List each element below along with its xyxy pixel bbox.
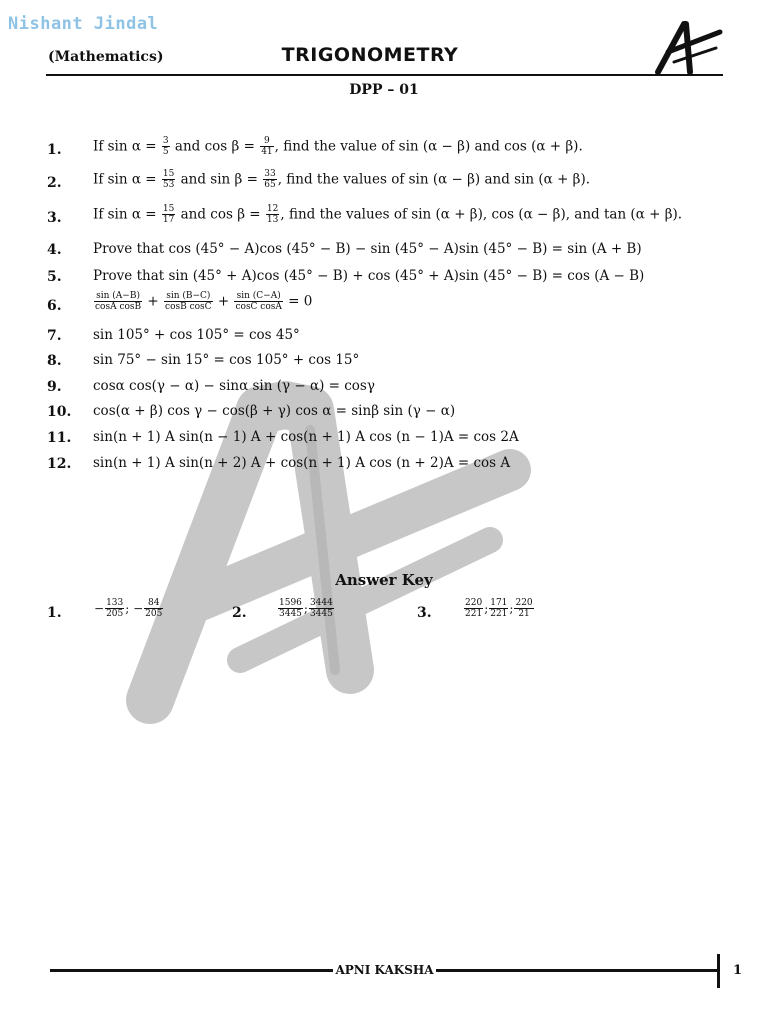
question-text: sin(n + 1) A sin(n + 2) A + cos(n + 1) A cos (n + 2)A = cos A bbox=[93, 455, 511, 471]
page-title-text: TRIGONOMETRY bbox=[281, 44, 459, 66]
question-number: 7. bbox=[47, 328, 62, 344]
question-text: Prove that cos (45° − A)cos (45° − B) − sin (45° − A)sin (45° − B) = sin (A + B) bbox=[93, 241, 642, 257]
question-text: If sin α = $\frac{3}{5}$ and cos β = $\frac{9}{41}$ , find the value of sin (α − β) and cos (α + β). bbox=[93, 136, 583, 158]
dpp-label: DPP – 01 bbox=[349, 82, 419, 98]
header-rule bbox=[46, 74, 723, 76]
question-text: sin 75° − sin 15° = cos 105° + cos 15° bbox=[93, 352, 360, 368]
fraction: $\frac{84}{205}$ bbox=[145, 598, 163, 620]
question-text: cosα cos(γ − α) − sinα sin (γ − α) = cosγ bbox=[93, 378, 375, 394]
question-number: 9. bbox=[47, 379, 62, 395]
answer-number: 3. bbox=[417, 605, 432, 621]
question-text: If sin α = $\frac{15}{53}$ and sin β = $\frac{33}{65}$ , find the values of sin (α − β) and sin (α + β). bbox=[93, 169, 591, 191]
fraction: $\frac{220}{21}$ bbox=[515, 598, 533, 620]
question-number: 5. bbox=[47, 269, 62, 285]
footer-divider bbox=[717, 954, 720, 988]
fraction: $\frac{3}{5}$ bbox=[162, 136, 169, 158]
fraction: $\frac{12}{13}$ bbox=[266, 204, 279, 226]
question-number: 6. bbox=[47, 298, 62, 314]
question-number: 11. bbox=[47, 430, 72, 446]
fraction: $\frac{15}{53}$ bbox=[162, 169, 175, 191]
question-number: 12. bbox=[47, 456, 72, 472]
question-number: 3. bbox=[47, 210, 62, 226]
fraction: $\frac{133}{205}$ bbox=[106, 598, 124, 620]
fraction: $\frac{9}{41}$ bbox=[261, 136, 273, 158]
question-number: 2. bbox=[47, 175, 62, 191]
footer-rule-left bbox=[50, 969, 333, 972]
answer-value: − $\frac{133}{205}$ ; − $\frac{84}{205}$ bbox=[94, 598, 163, 620]
question-number: 4. bbox=[47, 242, 62, 258]
fraction: $\frac{\sin (C-A)}{\text{cosC cosA}}$ bbox=[235, 291, 282, 313]
question-text: cos(α + β) cos γ − cos(β + γ) cos α = sinβ sin (γ − α) bbox=[93, 403, 456, 419]
page-title bbox=[0, 44, 740, 66]
fraction: $\frac{15}{17}$ bbox=[162, 204, 175, 226]
page-number: 1 bbox=[733, 963, 743, 978]
fraction: $\frac{171}{221}$ bbox=[490, 598, 508, 620]
question-text: $\frac{\sin (A-B)}{\text{cosA cosB}}$ + $\frac{\sin (B-C)}{\text{cosB cosC}}$ + $\frac{\sin (C-A)}{\text{cosC cosA}}$ = 0 bbox=[95, 291, 313, 313]
question-number: 1. bbox=[47, 142, 62, 158]
answer-key-title: Answer Key bbox=[335, 571, 433, 589]
fraction: $\frac{\sin (B-C)}{\text{cosB cosC}}$ bbox=[165, 291, 212, 313]
answer-value: $\frac{220}{221}$ ; $\frac{171}{221}$ ; $\frac{220}{21}$ bbox=[465, 598, 533, 620]
question-text: sin 105° + cos 105° = cos 45° bbox=[93, 327, 300, 343]
question-number: 8. bbox=[47, 353, 62, 369]
fraction: $\frac{1596}{3445}$ bbox=[279, 598, 302, 620]
footer-rule-right bbox=[436, 969, 718, 972]
question-number: 10. bbox=[47, 404, 72, 420]
footer-brand: APNI KAKSHA bbox=[335, 963, 434, 977]
question-text: Prove that sin (45° + A)cos (45° − B) + cos (45° + A)sin (45° − B) = cos (A − B) bbox=[93, 268, 645, 284]
question-text: If sin α = $\frac{15}{17}$ and cos β = $\frac{12}{13}$ , find the values of sin (α + β), cos (α − β), and tan (α + β). bbox=[93, 204, 683, 226]
subject-label: (Mathematics) bbox=[48, 49, 164, 65]
answer-number: 2. bbox=[232, 605, 247, 621]
fraction: $\frac{220}{221}$ bbox=[465, 598, 483, 620]
fraction: $\frac{3444}{3445}$ bbox=[309, 598, 333, 620]
brand-logo-icon bbox=[650, 18, 725, 76]
fraction: $\frac{33}{65}$ bbox=[264, 169, 276, 191]
author-watermark: Nishant Jindal bbox=[8, 14, 159, 34]
answer-number: 1. bbox=[47, 605, 62, 621]
background-logo-watermark-icon bbox=[110, 370, 540, 730]
answer-value: $\frac{1596}{3445}$ ; $\frac{3444}{3445}$ bbox=[279, 598, 333, 620]
question-text: sin(n + 1) A sin(n − 1) A + cos(n + 1) A cos (n − 1)A = cos 2A bbox=[93, 429, 519, 445]
fraction: $\frac{\sin (A-B)}{\text{cosA cosB}}$ bbox=[95, 291, 142, 313]
